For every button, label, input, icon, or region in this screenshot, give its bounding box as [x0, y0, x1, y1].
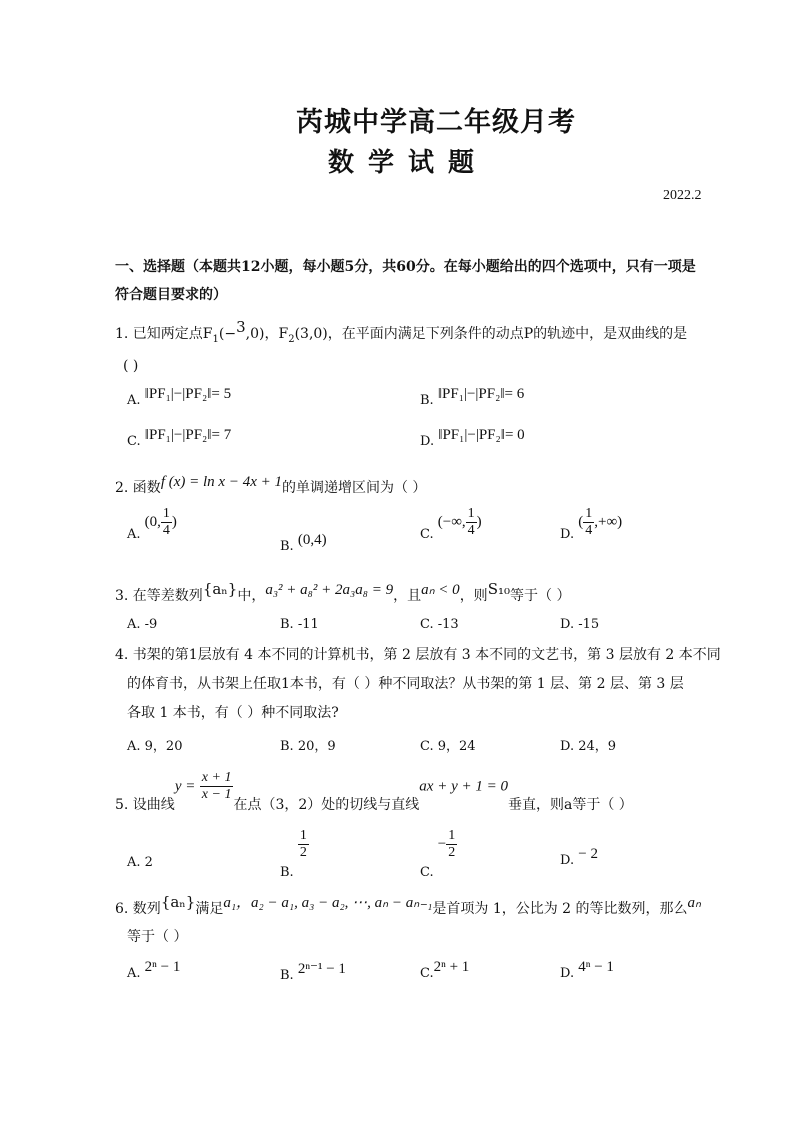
question-1-option-a: A. ‖PF₁|−|PF₂‖= 5	[127, 386, 232, 408]
question-1-option-c: C. ‖PF₁|−|PF₂‖= 7	[127, 427, 232, 449]
question-2-option-b: B. (0,4)	[280, 532, 327, 554]
question-3-option-c: C. -13	[420, 617, 459, 632]
question-3-stem: 3. 在等差数列{aₙ}中，a₃² + a₈² + 2a₃a₈ = 9，且aₙ < 0，则S₁₀等于（ ）	[115, 580, 571, 604]
question-4-option-c: C. 9，24	[420, 739, 476, 754]
question-3-option-d: D. -15	[560, 617, 600, 632]
section-heading-line2: 符合题目要求的）	[115, 287, 227, 303]
question-6-option-a: A. 2ⁿ − 1	[127, 959, 181, 981]
question-1-option-d: D. ‖PF₁|−|PF₂‖= 0	[420, 427, 525, 449]
question-6-option-b: B. 2ⁿ⁻¹ − 1	[280, 961, 346, 983]
question-3-option-b: B. -11	[280, 617, 319, 632]
question-1-stem: 1. 已知两定点$F_1(-3,0)$，$F_2(3,0)$，在平面内满足下列条件的动点P的轨迹中，是双曲线的是	[115, 318, 688, 345]
question-4-line2: 的体育书，从书架上任取1本书，有（ ）种不同取法？从书架的第 1 层、第 2 层、第 3 层	[127, 676, 684, 692]
section-heading-line1: 一、选择题（本题共12小题，每小题5分，共60分。在每小题给出的四个选项中，只有一项是	[115, 259, 696, 275]
question-6-line2: 等于（ ）	[127, 929, 188, 945]
question-5-stem: 5. 设曲线y = $\frac{x + 1}{x - 1}$ 在点（3，2）处的切线与直线ax + y + 1 = 0垂直，则a等于（ ）	[115, 770, 633, 813]
question-1-option-b: B. ‖PF₁|−|PF₂‖= 6	[420, 386, 525, 408]
question-6-stem: 6. 数列{aₙ}满足a₁，a₂ − a₁, a₃ − a₂, ⋯, aₙ − aₙ₋₁是首项为 1，公比为 2 的等比数列，那么aₙ	[115, 893, 702, 917]
question-5-option-b: B. $\frac{1}{2}$	[280, 828, 307, 880]
question-1-answer-paren: ( )	[123, 358, 139, 374]
question-6-option-d: D. 4ⁿ − 1	[560, 959, 614, 981]
exam-date: 2022.2	[663, 188, 702, 203]
exam-title: 芮城中学高二年级月考	[296, 107, 576, 138]
question-5-option-d: D. − 2	[560, 846, 598, 868]
question-5-option-a: A. 2	[127, 855, 153, 870]
question-2-option-c: C. (−∞, $\frac{1}{4}$ )	[420, 506, 482, 542]
question-4-option-b: B. 20，9	[280, 739, 336, 754]
question-4-line1: 4. 书架的第1层放有 4 本不同的计算机书，第 2 层放有 3 本不同的文艺书，第 3 层放有 2 本不同	[115, 647, 721, 663]
exam-subtitle: 数学试题	[328, 148, 489, 178]
question-5-option-c: C. − $\frac{1}{2}$	[420, 828, 456, 880]
question-4-line3: 各取 1 本书，有（ ）种不同取法?	[127, 705, 339, 721]
question-6-option-c: C.2ⁿ + 1	[420, 959, 470, 981]
question-2-stem: 2. 函数f (x) = ln x − 4x + 1的单调递增区间为（ ）	[115, 474, 427, 496]
question-2-option-d: D. ( $\frac{1}{4}$ ,+∞)	[560, 506, 623, 542]
question-2-option-a: A. (0, $\frac{1}{4}$ )	[127, 506, 177, 542]
question-4-option-a: A. 9，20	[127, 739, 183, 754]
question-4-option-d: D. 24，9	[560, 739, 617, 754]
question-3-option-a: A. -9	[127, 617, 158, 632]
